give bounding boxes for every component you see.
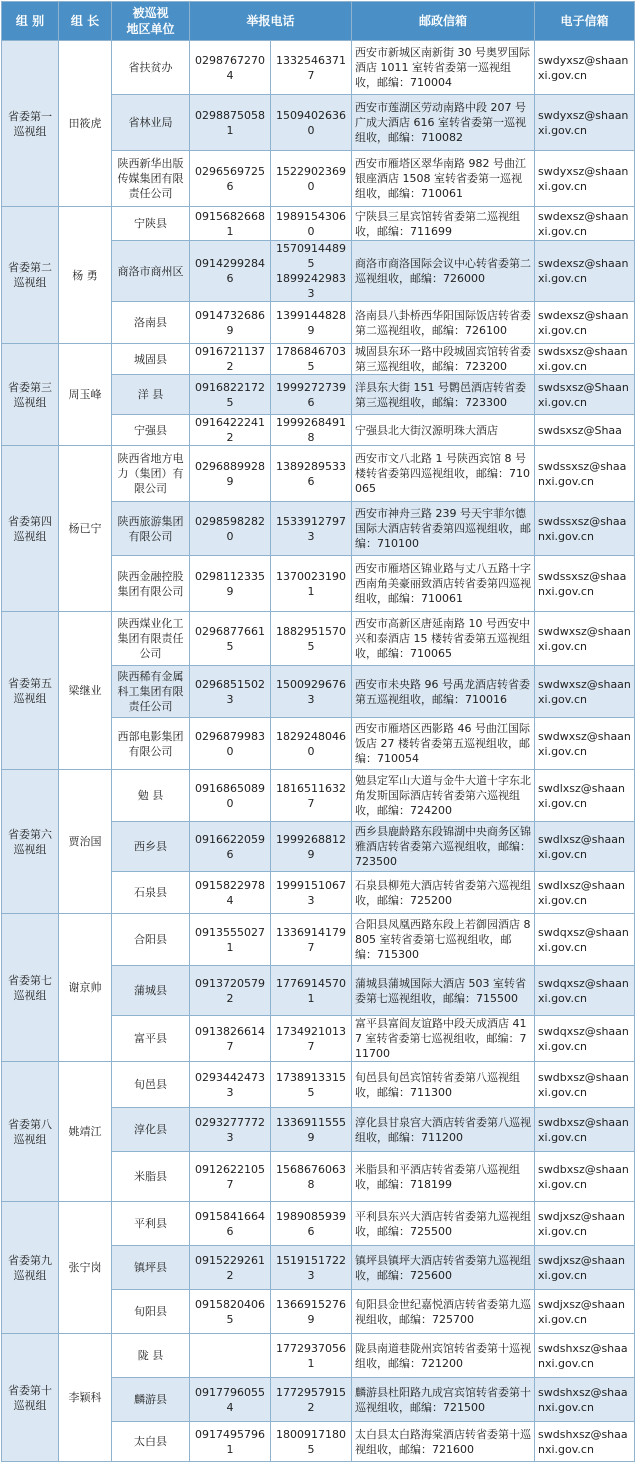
email-address: swdshxsz@shaanxi.gov.cn xyxy=(535,1378,635,1422)
group-name: 省委第六巡视组 xyxy=(2,770,59,914)
mobile-phone: 15686760638 xyxy=(271,1152,352,1202)
email-address: swdjxsz@shaanxi.gov.cn xyxy=(535,1290,635,1334)
unit-name: 西部电影集团有限公司 xyxy=(112,718,190,770)
mobile-phone: 13991448289 xyxy=(271,302,352,344)
unit-name: 旬邑县 xyxy=(112,1062,190,1108)
unit-name: 富平县 xyxy=(112,1016,190,1062)
landline-phone xyxy=(190,1334,271,1378)
unit-name: 旬阳县 xyxy=(112,1290,190,1334)
email-address: swdwxsz@shaanxi.gov.cn xyxy=(535,718,635,770)
group-leader: 贾治国 xyxy=(59,770,112,914)
email-address: swdsxsz@Shaanxi.gov.cn xyxy=(535,375,635,415)
landline-phone: 02968515023 xyxy=(190,666,271,718)
mobile-phone: 15229023690 xyxy=(271,151,352,207)
mobile-phone: 18165116327 xyxy=(271,770,352,822)
unit-name: 陕西煤业化工集团有限责任公司 xyxy=(112,612,190,666)
header-unit: 被巡视 地区单位 xyxy=(112,2,190,41)
postal-address: 西安市雁塔区西影路 46 号曲江国际饭店 27 楼转省委第五巡视组收，邮编：710054 xyxy=(352,718,535,770)
email-address: swdshxsz@shaanxi.gov.cn xyxy=(535,1422,635,1462)
email-address: swdsxsz@shaanxi.gov.cn xyxy=(535,344,635,375)
unit-name: 勉 县 xyxy=(112,770,190,822)
unit-name: 平利县 xyxy=(112,1202,190,1246)
unit-name: 合阳县 xyxy=(112,914,190,966)
postal-address: 洋县东大街 151 号鹮邑酒店转省委第三巡视组收，邮编：723300 xyxy=(352,375,535,415)
mobile-phone: 13325463717 xyxy=(271,41,352,95)
email-address: swdyxsz@shaanxi.gov.cn xyxy=(535,41,635,95)
mobile-phone: 18009171805 xyxy=(271,1422,352,1462)
mobile-phone: 17729370561 xyxy=(271,1334,352,1378)
table-row xyxy=(2,41,635,95)
email-address: swdlxsz@shaanxi.gov.cn xyxy=(535,770,635,822)
email-address: swdlxsz@shaanxi.gov.cn xyxy=(535,872,635,914)
table-row xyxy=(2,770,635,822)
mobile-phone: 15191517223 xyxy=(271,1246,352,1290)
email-address: swdssxsz@shaanxi.gov.cn xyxy=(535,556,635,612)
mobile-phone: 17868467035 xyxy=(271,344,352,375)
postal-address: 镇坪县镇坪大酒店转省委第九巡视组收，邮编：725600 xyxy=(352,1246,535,1290)
mobile-phone: 18292480460 xyxy=(271,718,352,770)
group-leader: 姚靖江 xyxy=(59,1062,112,1202)
group-leader: 周玉峰 xyxy=(59,344,112,446)
header-email: 电子信箱 xyxy=(535,2,635,41)
postal-address: 洛南县八卦桥西华阳国际饭店转省委第二巡视组收，邮编：726100 xyxy=(352,302,535,344)
email-address: swdssxsz@shaanxi.gov.cn xyxy=(535,446,635,502)
postal-address: 米脂县和平酒店转省委第八巡视组收，邮编：718199 xyxy=(352,1152,535,1202)
group-leader: 梁继业 xyxy=(59,612,112,770)
postal-address: 宁陕县三星宾馆转省委第二巡视组收，邮编：711699 xyxy=(352,207,535,241)
unit-name: 洋 县 xyxy=(112,375,190,415)
landline-phone: 02968776615 xyxy=(190,612,271,666)
mobile-phone: 19891543060 xyxy=(271,207,352,241)
group-leader: 李颖科 xyxy=(59,1334,112,1462)
group-leader: 杨 勇 xyxy=(59,207,112,344)
unit-name: 石泉县 xyxy=(112,872,190,914)
email-address: swdexsz@shaanxi.gov.cn xyxy=(535,207,635,241)
group-name: 省委第八巡视组 xyxy=(2,1062,59,1202)
postal-address: 石泉县柳苑大酒店转省委第六巡视组收，邮编：725200 xyxy=(352,872,535,914)
postal-address: 西安市神舟三路 239 号天宇菲尔德国际大酒店转省委第四巡视组收，邮编：710100 xyxy=(352,502,535,556)
email-address: swdqxsz@shaanxi.gov.cn xyxy=(535,1016,635,1062)
postal-address: 蒲城县蒲城国际大酒店 503 室转省委第七巡视组收，邮编：715500 xyxy=(352,966,535,1016)
email-address: swdssxsz@shaanxi.gov.cn xyxy=(535,502,635,556)
mobile-phone: 13892895336 xyxy=(271,446,352,502)
mobile-phone: 19991510673 xyxy=(271,872,352,914)
header-leader: 组 长 xyxy=(59,2,112,41)
postal-address: 淳化县甘泉宫大酒店转省委第八巡视组收，邮编：711200 xyxy=(352,1108,535,1152)
landline-phone: 09177960554 xyxy=(190,1378,271,1422)
group-name: 省委第十巡视组 xyxy=(2,1334,59,1462)
table-row xyxy=(2,446,635,502)
unit-name: 陕西省地方电力（集团）有限公司 xyxy=(112,446,190,502)
mobile-phone: 17349210137 xyxy=(271,1016,352,1062)
email-address: swdshxsz@shaanxi.gov.cn xyxy=(535,1334,635,1378)
postal-address: 城固县东环一路中段城固宾馆转省委第三巡视组收，邮编：723200 xyxy=(352,344,535,375)
landline-phone: 02988750581 xyxy=(190,95,271,151)
postal-address: 麟游县杜阳路九成宫宾馆转省委第十巡视组收，邮编：721500 xyxy=(352,1378,535,1422)
unit-name: 商洛市商州区 xyxy=(112,241,190,302)
mobile-phone: 17389133155 xyxy=(271,1062,352,1108)
table-header xyxy=(2,2,635,41)
header-phone: 举报电话 xyxy=(190,2,352,41)
mobile-phone: 18829515705 xyxy=(271,612,352,666)
mobile-phone: 19992688129 xyxy=(271,822,352,872)
landline-phone: 09152292612 xyxy=(190,1246,271,1290)
postal-address: 太白县太白路海棠酒店转省委第十巡视组收，邮编：721600 xyxy=(352,1422,535,1462)
group-name: 省委第三巡视组 xyxy=(2,344,59,446)
landline-phone: 09166220596 xyxy=(190,822,271,872)
mobile-phone: 17769145701 xyxy=(271,966,352,1016)
postal-address: 西安市新城区南新街 30 号奥罗国际酒店 1011 室转省委第一巡视组收，邮编：710004 xyxy=(352,41,535,95)
group-name: 省委第四巡视组 xyxy=(2,446,59,612)
mobile-phone: 19992684918 xyxy=(271,415,352,446)
email-address: swdbxsz@shaanxi.gov.cn xyxy=(535,1062,635,1108)
postal-address: 商洛市商洛国际会议中心转省委第二巡视组收，邮编：726000 xyxy=(352,241,535,302)
unit-name: 陕西旅游集团有限公司 xyxy=(112,502,190,556)
unit-name: 省林业局 xyxy=(112,95,190,151)
postal-address: 西安市高新区唐延南路 10 号西安中兴和泰酒店 15 楼转省委第五巡视组收，邮编：710065 xyxy=(352,612,535,666)
email-address: swdwxsz@shaanxi.gov.cn xyxy=(535,666,635,718)
email-address: swdqxsz@shaanxi.gov.cn xyxy=(535,966,635,1016)
group-leader: 田筱虎 xyxy=(59,41,112,207)
mobile-phone: 13700231901 xyxy=(271,556,352,612)
email-address: swdbxsz@shaanxi.gov.cn xyxy=(535,1152,635,1202)
postal-address: 西安市雁塔区锦业路与丈八五路十字西南角美豪丽致酒店转省委第四巡视组收，邮编：710061 xyxy=(352,556,535,612)
unit-name: 省扶贫办 xyxy=(112,41,190,95)
landline-phone: 02968799830 xyxy=(190,718,271,770)
table-row xyxy=(2,207,635,241)
email-address: swdyxsz@shaanxi.gov.cn xyxy=(535,95,635,151)
table-row xyxy=(2,1202,635,1246)
group-name: 省委第七巡视组 xyxy=(2,914,59,1062)
mobile-phone: 17729579152 xyxy=(271,1378,352,1422)
email-address: swdyxsz@shaanxi.gov.cn xyxy=(535,151,635,207)
postal-address: 西乡县鹿龄路东段锦湖中央商务区锦雅酒店转省委第六巡视组收，邮编：723500 xyxy=(352,822,535,872)
landline-phone: 09164222412 xyxy=(190,415,271,446)
postal-address: 西安市文八北路 1 号陕西宾馆 8 号楼转省委第四巡视组收，邮编：710065 xyxy=(352,446,535,502)
group-name: 省委第一巡视组 xyxy=(2,41,59,207)
email-address: swdjxsz@shaanxi.gov.cn xyxy=(535,1246,635,1290)
unit-name: 陇 县 xyxy=(112,1334,190,1378)
unit-name: 宁陕县 xyxy=(112,207,190,241)
landline-phone: 09137205792 xyxy=(190,966,271,1016)
email-address: swdqxsz@shaanxi.gov.cn xyxy=(535,914,635,966)
postal-address: 宁强县北大街汉源明珠大酒店 xyxy=(352,415,535,446)
unit-name: 米脂县 xyxy=(112,1152,190,1202)
landline-phone: 09158416646 xyxy=(190,1202,271,1246)
unit-name: 西乡县 xyxy=(112,822,190,872)
group-name: 省委第二巡视组 xyxy=(2,207,59,344)
header-postal: 邮政信箱 xyxy=(352,2,535,41)
table-row xyxy=(2,344,635,375)
landline-phone: 09135550271 xyxy=(190,914,271,966)
email-address: swdsxsz@Shaa xyxy=(535,415,635,446)
mobile-phone: 13669152769 xyxy=(271,1290,352,1334)
email-address: swdexsz@shaanxi.gov.cn xyxy=(535,302,635,344)
postal-address: 旬阳县金世纪嘉悦酒店转省委第九巡视组收，邮编：725700 xyxy=(352,1290,535,1334)
table-row xyxy=(2,1062,635,1108)
postal-address: 西安市雁塔区翠华南路 982 号曲江银座酒店 1508 室转省委第一巡视组收，邮编：710061 xyxy=(352,151,535,207)
mobile-phone: 19992727396 xyxy=(271,375,352,415)
landline-phone: 09174957961 xyxy=(190,1422,271,1462)
postal-address: 平利县东兴大酒店转省委第九巡视组收，邮编：725500 xyxy=(352,1202,535,1246)
landline-phone: 02981123359 xyxy=(190,556,271,612)
unit-name: 麟游县 xyxy=(112,1378,190,1422)
landline-phone: 02932777723 xyxy=(190,1108,271,1152)
landline-phone: 09142992846 xyxy=(190,241,271,302)
mobile-phone: 13369141797 xyxy=(271,914,352,966)
unit-name: 镇坪县 xyxy=(112,1246,190,1290)
email-address: swdjxsz@shaanxi.gov.cn xyxy=(535,1202,635,1246)
mobile-phone: 13369115559 xyxy=(271,1108,352,1152)
landline-phone: 09167211372 xyxy=(190,344,271,375)
group-leader: 杨已宁 xyxy=(59,446,112,612)
email-address: swdbxsz@shaanxi.gov.cn xyxy=(535,1108,635,1152)
postal-address: 旬邑县旬邑宾馆转省委第八巡视组收，邮编：711300 xyxy=(352,1062,535,1108)
landline-phone: 02934424733 xyxy=(190,1062,271,1108)
postal-address: 合阳县凤凰西路东段上若御园酒店 8805 室转省委第七巡视组收，邮编：715300 xyxy=(352,914,535,966)
mobile-phone: 15009296763 xyxy=(271,666,352,718)
mobile-phone: 15094026360 xyxy=(271,95,352,151)
group-leader: 张宁岗 xyxy=(59,1202,112,1334)
landline-phone: 09158229784 xyxy=(190,872,271,914)
unit-name: 淳化县 xyxy=(112,1108,190,1152)
group-leader: 谢京帅 xyxy=(59,914,112,1062)
postal-address: 陇县南道巷陇州宾馆转省委第十巡视组收，邮编：721200 xyxy=(352,1334,535,1378)
unit-name: 陕西稀有金属科工集团有限责任公司 xyxy=(112,666,190,718)
table-row xyxy=(2,1334,635,1378)
unit-name: 陕西新华出版传媒集团有限责任公司 xyxy=(112,151,190,207)
landline-phone: 02987672704 xyxy=(190,41,271,95)
table-row xyxy=(2,914,635,966)
landline-phone: 02985982820 xyxy=(190,502,271,556)
table-row xyxy=(2,612,635,666)
unit-name: 陕西金融控股集团有限公司 xyxy=(112,556,190,612)
landline-phone: 02968899289 xyxy=(190,446,271,502)
unit-name: 宁强县 xyxy=(112,415,190,446)
landline-phone: 09158204065 xyxy=(190,1290,271,1334)
group-name: 省委第九巡视组 xyxy=(2,1202,59,1334)
header-group: 组 别 xyxy=(2,2,59,41)
unit-name: 蒲城县 xyxy=(112,966,190,1016)
unit-name: 太白县 xyxy=(112,1422,190,1462)
postal-address: 勉县定军山大道与金牛大道十字东北角发斯国际酒店转省委第六巡视组收，邮编：724200 xyxy=(352,770,535,822)
mobile-phone: 15709144895 18992429833 xyxy=(271,241,352,302)
table-body xyxy=(2,41,635,1462)
email-address: swdwxsz@shaanxi.gov.cn xyxy=(535,612,635,666)
unit-name: 城固县 xyxy=(112,344,190,375)
landline-phone: 09147326869 xyxy=(190,302,271,344)
email-address: swdlxsz@shaanxi.gov.cn xyxy=(535,822,635,872)
landline-phone: 02965697256 xyxy=(190,151,271,207)
mobile-phone: 19890859396 xyxy=(271,1202,352,1246)
landline-phone: 09126221057 xyxy=(190,1152,271,1202)
email-address: swdexsz@shaanxi.gov.cn xyxy=(535,241,635,302)
inspection-contact-table xyxy=(1,1,635,1462)
landline-phone: 09156826681 xyxy=(190,207,271,241)
postal-address: 富平县富阎友谊路中段天成酒店 417 室转省委第七巡视组收，邮编：711700 xyxy=(352,1016,535,1062)
landline-phone: 09168221725 xyxy=(190,375,271,415)
unit-name: 洛南县 xyxy=(112,302,190,344)
group-name: 省委第五巡视组 xyxy=(2,612,59,770)
postal-address: 西安市未央路 96 号禹龙酒店转省委第五巡视组收，邮编：710016 xyxy=(352,666,535,718)
landline-phone: 09168650890 xyxy=(190,770,271,822)
landline-phone: 09138266147 xyxy=(190,1016,271,1062)
postal-address: 西安市莲湖区劳动南路中段 207 号广成大酒店 616 室转省委第一巡视组收，邮编：710082 xyxy=(352,95,535,151)
mobile-phone: 15339127973 xyxy=(271,502,352,556)
